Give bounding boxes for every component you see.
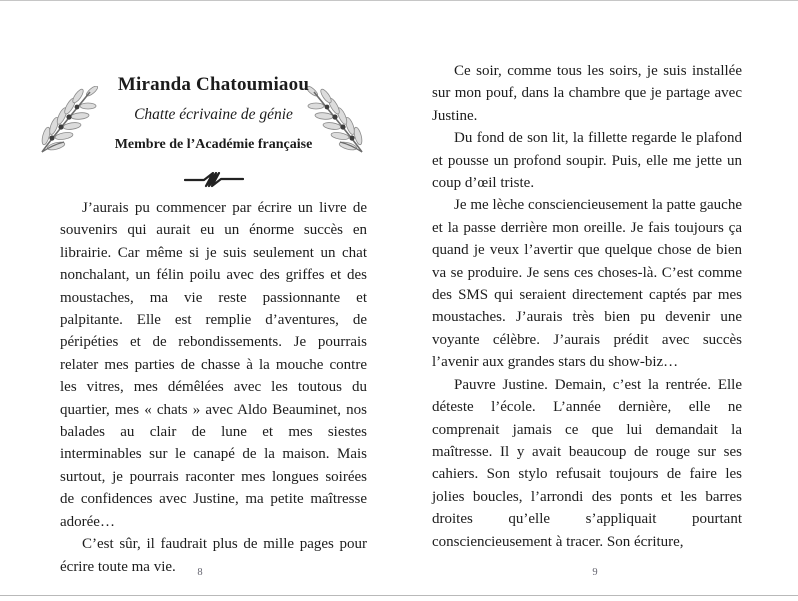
bottom-rule <box>0 595 798 596</box>
paragraph: J’aurais pu commencer par écrire un livre de souvenirs qui aurait eu un énorme succès en librairie. Car même si je suis seulement un chat nonchalant, un félin poilu avec des griffes et des moustaches, ma vie reste passionnante et palpitante. Elle est remplie d’aventures, de péripéties et de rebondissements. Je pourrais relater mes parties de chasse à la mouche contre les vitres, mes démêlées avec les toutous du quartier, mes « chats » avec Aldo Beauminet, nos balades au clair de lune et mes siestes interminables sur le canapé de la maison. Mais surtout, je pourrais raconter mes longues soirées de confidences avec Justine, ma petite maîtresse adorée… <box>60 200 367 530</box>
left-page-text <box>60 197 367 578</box>
paragraph: Du fond de son lit, la fillette regarde le plafond et pousse un profond soupir. Puis, elle me jette un coup d’œil triste. <box>432 130 742 192</box>
page-number-right: 9 <box>592 567 598 578</box>
author-title: Miranda Chatoumiaou <box>117 74 310 95</box>
page-number-left: 8 <box>197 567 203 578</box>
paragraph: Ce soir, comme tous les soirs, je suis installée sur mon pouf, dans la chambre que je partage avec Justine. <box>432 63 742 124</box>
author-subtitle: Chatte écrivaine de génie <box>134 106 293 123</box>
paragraph: Je me lèche consciencieusement la patte gauche et la passe derrière mon oreille. Je fais toujours ça quand je veux l’avertir que quelque chose de bien va se produire. Je sens ces choses-là. C’est comme des SMS qui seraient directement captés par mes moustaches. J’aurais très bien pu devenir une voyante célèbre. J’aurais prédit avec succès l’avenir aux grandes stars du show-biz… <box>432 197 742 371</box>
rope-squiggle-divider-icon <box>184 172 244 188</box>
right-page-text <box>432 60 742 553</box>
author-membership: Membre de l’Académie française <box>114 137 313 152</box>
paragraph: Pauvre Justine. Demain, c’est la rentrée. Elle déteste l’école. L’année dernière, elle ne comprenait jamais ce que lui demandait la maîtresse. Il y avait beaucoup de rouge sur ses cahiers. Son stylo refusait toujours de faire les jolies boucles, l’arrondi des ponts et les barres droites qu’elle s’appliquait pourtant consciencieusement à tracer. Son écriture, <box>432 376 742 550</box>
right-page <box>432 0 742 560</box>
paragraph: C’est sûr, il faudrait plus de mille pages pour écrire toute ma vie. <box>60 536 367 575</box>
left-page <box>60 0 367 575</box>
